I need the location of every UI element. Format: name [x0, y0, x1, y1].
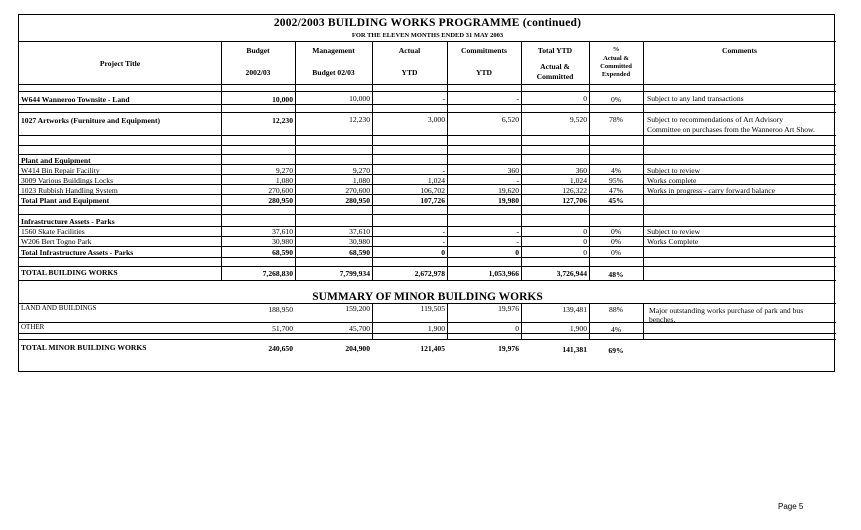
plant-total-commit: 19,980: [498, 196, 519, 205]
row-1027-actual: 3,000: [427, 115, 445, 124]
row-w206-commit: -: [516, 237, 519, 246]
minor-other-actual: 1,900: [427, 324, 445, 333]
building-total-budget: 7,268,830: [262, 269, 293, 278]
row-1027-comment-line2: Committee on purchases from the Wanneroo Art Show.: [647, 125, 815, 134]
minor-land-comment-line1: Major outstanding works purchase of park and bus: [649, 306, 804, 315]
row-w644-budget: 10,000: [272, 95, 293, 104]
row-3009-comment: Works complete: [647, 176, 697, 185]
rule: [19, 91, 836, 92]
plant-total-total: 127,706: [562, 196, 587, 205]
row-w644-comment: Subject to any land transactions: [647, 94, 744, 103]
minor-total-total: 141,381: [562, 345, 587, 354]
plant-total-pct: 45%: [608, 196, 624, 205]
header-percent-expended: Expended: [601, 71, 631, 78]
plant-total-actual: 107,726: [420, 196, 445, 205]
minor-total-budget: 240,650: [268, 344, 293, 353]
header-management: Management: [312, 46, 355, 55]
row-w644-mgmt: 10,000: [349, 94, 370, 103]
row-1023-comment: Works in progress - carry forward balance: [647, 186, 776, 195]
infra-heading: Infrastructure Assets - Parks: [21, 217, 115, 226]
row-w206-title: W206 Bert Togno Park: [21, 237, 92, 246]
rule: [19, 104, 836, 105]
header-actual-ytd: YTD: [401, 68, 418, 77]
header-percent-actual: Actual &: [603, 55, 629, 62]
minor-total-actual: 121,405: [420, 344, 445, 353]
row-1027-budget: 12,230: [272, 116, 293, 125]
rule: [19, 84, 836, 85]
row-w644-title: W644 Wanneroo Townsite - Land: [21, 95, 130, 104]
rule: [19, 257, 836, 258]
infra-total-commit: 0: [515, 248, 519, 257]
row-1560-total: 0: [583, 227, 587, 236]
row-1560-mgmt: 37,610: [349, 227, 370, 236]
minor-land-total: 139,481: [562, 305, 587, 314]
header-percent: %: [612, 46, 620, 53]
row-1560-actual: -: [442, 227, 445, 236]
row-1027-mgmt: 12,230: [349, 115, 370, 124]
minor-land-pct: 88%: [609, 305, 623, 314]
minor-land-comment-line2: benches.: [649, 315, 676, 324]
infra-total-actual: 0: [441, 248, 445, 257]
header-total-ytd: Total YTD: [537, 46, 573, 55]
row-w206-budget: 30,980: [272, 237, 293, 246]
header-total-actual: Actual &: [540, 62, 570, 71]
rule: [19, 164, 836, 165]
row-1023-budget: 270,600: [268, 186, 293, 195]
row-w414-actual: -: [442, 166, 445, 175]
minor-total-pct: 69%: [608, 346, 624, 355]
row-w414-total: 360: [575, 166, 587, 175]
row-1023-pct: 47%: [609, 186, 623, 195]
header-project-title: Project Title: [99, 59, 141, 68]
building-total-mgmt: 7,799,934: [339, 269, 370, 278]
infra-total-pct: 0%: [610, 248, 622, 257]
row-1027-total: 9,520: [569, 115, 587, 124]
row-w414-pct: 4%: [610, 166, 622, 175]
row-w414-title: W414 Bin Repair Facility: [21, 166, 100, 175]
infra-total-total: 0: [583, 248, 587, 257]
header-commitments: Commitments: [461, 46, 507, 55]
rule: [19, 154, 836, 155]
building-total-total: 3,726,944: [556, 269, 587, 278]
rule: [19, 135, 836, 136]
row-w206-actual: -: [442, 237, 445, 246]
report-subtitle: FOR THE ELEVEN MONTHS ENDED 31 MAY 2003: [351, 32, 504, 39]
row-3009-mgmt: 1,080: [352, 176, 370, 185]
page-number: Page 5: [778, 502, 804, 511]
infra-total-mgmt: 68,590: [349, 248, 370, 257]
minor-other-budget: 51,700: [272, 324, 293, 333]
row-1560-pct: 0%: [610, 227, 622, 236]
works-programme-table: [18, 14, 835, 372]
row-3009-title: 3009 Various Buildings Locks: [21, 176, 114, 185]
building-total-pct: 48%: [608, 270, 624, 279]
row-1560-title: 1560 Skate Facilities: [21, 227, 85, 236]
minor-other-title: OTHER: [21, 323, 45, 331]
row-1560-budget: 37,610: [272, 227, 293, 236]
row-w644-pct: 0%: [610, 95, 622, 104]
report-title: 2002/2003 BUILDING WORKS PROGRAMME (continued): [273, 17, 582, 29]
header-budget-year: 2002/03: [245, 68, 271, 77]
infra-total-budget: 68,590: [272, 248, 293, 257]
row-w206-comment: Works Complete: [647, 237, 699, 246]
row-1023-total: 126,322: [562, 186, 587, 195]
rule: [19, 214, 836, 215]
row-1560-comment: Subject to review: [647, 227, 701, 236]
header-actual: Actual: [398, 46, 421, 55]
minor-other-commit: 0: [515, 324, 519, 333]
header-commitments-ytd: YTD: [475, 68, 493, 77]
minor-other-pct: 4%: [610, 325, 622, 334]
plant-heading: Plant and Equipment: [21, 156, 91, 165]
minor-total-mgmt: 204,900: [345, 344, 370, 353]
row-w414-mgmt: 9,270: [352, 166, 370, 175]
minor-other-total: 1,900: [569, 324, 587, 333]
rule: [19, 322, 836, 323]
row-1027-pct: 78%: [609, 115, 623, 124]
minor-land-actual: 119,505: [420, 304, 445, 313]
row-w644-total: 0: [583, 94, 587, 103]
row-w414-comment: Subject to review: [647, 166, 701, 175]
header-comments: Comments: [721, 46, 757, 55]
row-1027-commit: 6,520: [501, 115, 519, 124]
header-budget: Budget: [246, 46, 270, 55]
minor-other-mgmt: 45,700: [349, 324, 370, 333]
row-3009-pct: 95%: [609, 176, 623, 185]
plant-total-budget: 280,950: [268, 196, 293, 205]
rule: [19, 246, 836, 247]
row-1023-title: 1023 Rubbish Handling System: [21, 186, 118, 195]
rule: [19, 112, 836, 113]
building-total-actual: 2,672,978: [414, 269, 445, 278]
minor-land-mgmt: 159,200: [345, 304, 370, 313]
rule: [19, 339, 836, 340]
rule: [19, 145, 836, 146]
row-1027-comment-line1: Subject to recommendations of Art Advisory: [647, 115, 784, 124]
rule: [19, 266, 836, 267]
row-3009-actual: 1,024: [427, 176, 445, 185]
rule: [19, 280, 836, 281]
row-3009-total: 1,024: [569, 176, 587, 185]
plant-total-mgmt: 280,950: [345, 196, 370, 205]
minor-land-budget: 188,950: [268, 305, 293, 314]
rule: [19, 205, 836, 206]
row-1023-actual: 106,702: [420, 186, 445, 195]
row-w644-commit: -: [516, 94, 519, 103]
rule: [19, 333, 836, 334]
row-w414-budget: 9,270: [275, 166, 293, 175]
col-rule: [643, 41, 644, 280]
row-1023-commit: 19,620: [498, 186, 519, 195]
infra-total-title: Total Infrastructure Assets - Parks: [21, 248, 134, 257]
col-rule: [643, 303, 644, 339]
plant-total-title: Total Plant and Equipment: [21, 196, 110, 205]
header-percent-committed: Committed: [600, 63, 632, 70]
row-1027-title: 1027 Artworks (Furniture and Equipment): [21, 116, 161, 125]
row-1023-mgmt: 270,600: [345, 186, 370, 195]
minor-total-title: TOTAL MINOR BUILDING WORKS: [21, 343, 147, 352]
minor-total-commit: 19,976: [498, 344, 519, 353]
row-3009-commit: -: [516, 176, 519, 185]
row-w206-pct: 0%: [610, 237, 622, 246]
building-total-title: TOTAL BUILDING WORKS: [21, 268, 118, 277]
minor-land-title: LAND AND BUILDINGS: [21, 304, 97, 312]
row-1560-commit: -: [516, 227, 519, 236]
row-w414-commit: 360: [507, 166, 519, 175]
building-total-commit: 1,053,966: [488, 269, 519, 278]
row-w206-mgmt: 30,980: [349, 237, 370, 246]
header-total-committed: Committed: [536, 72, 574, 81]
rule: [19, 41, 836, 42]
minor-land-commit: 19,976: [498, 304, 519, 313]
summary-title: SUMMARY OF MINOR BUILDING WORKS: [312, 291, 543, 303]
row-w644-actual: -: [442, 94, 445, 103]
row-w206-total: 0: [583, 237, 587, 246]
header-management-budget: Budget 02/03: [312, 68, 355, 77]
row-3009-budget: 1,080: [275, 176, 293, 185]
